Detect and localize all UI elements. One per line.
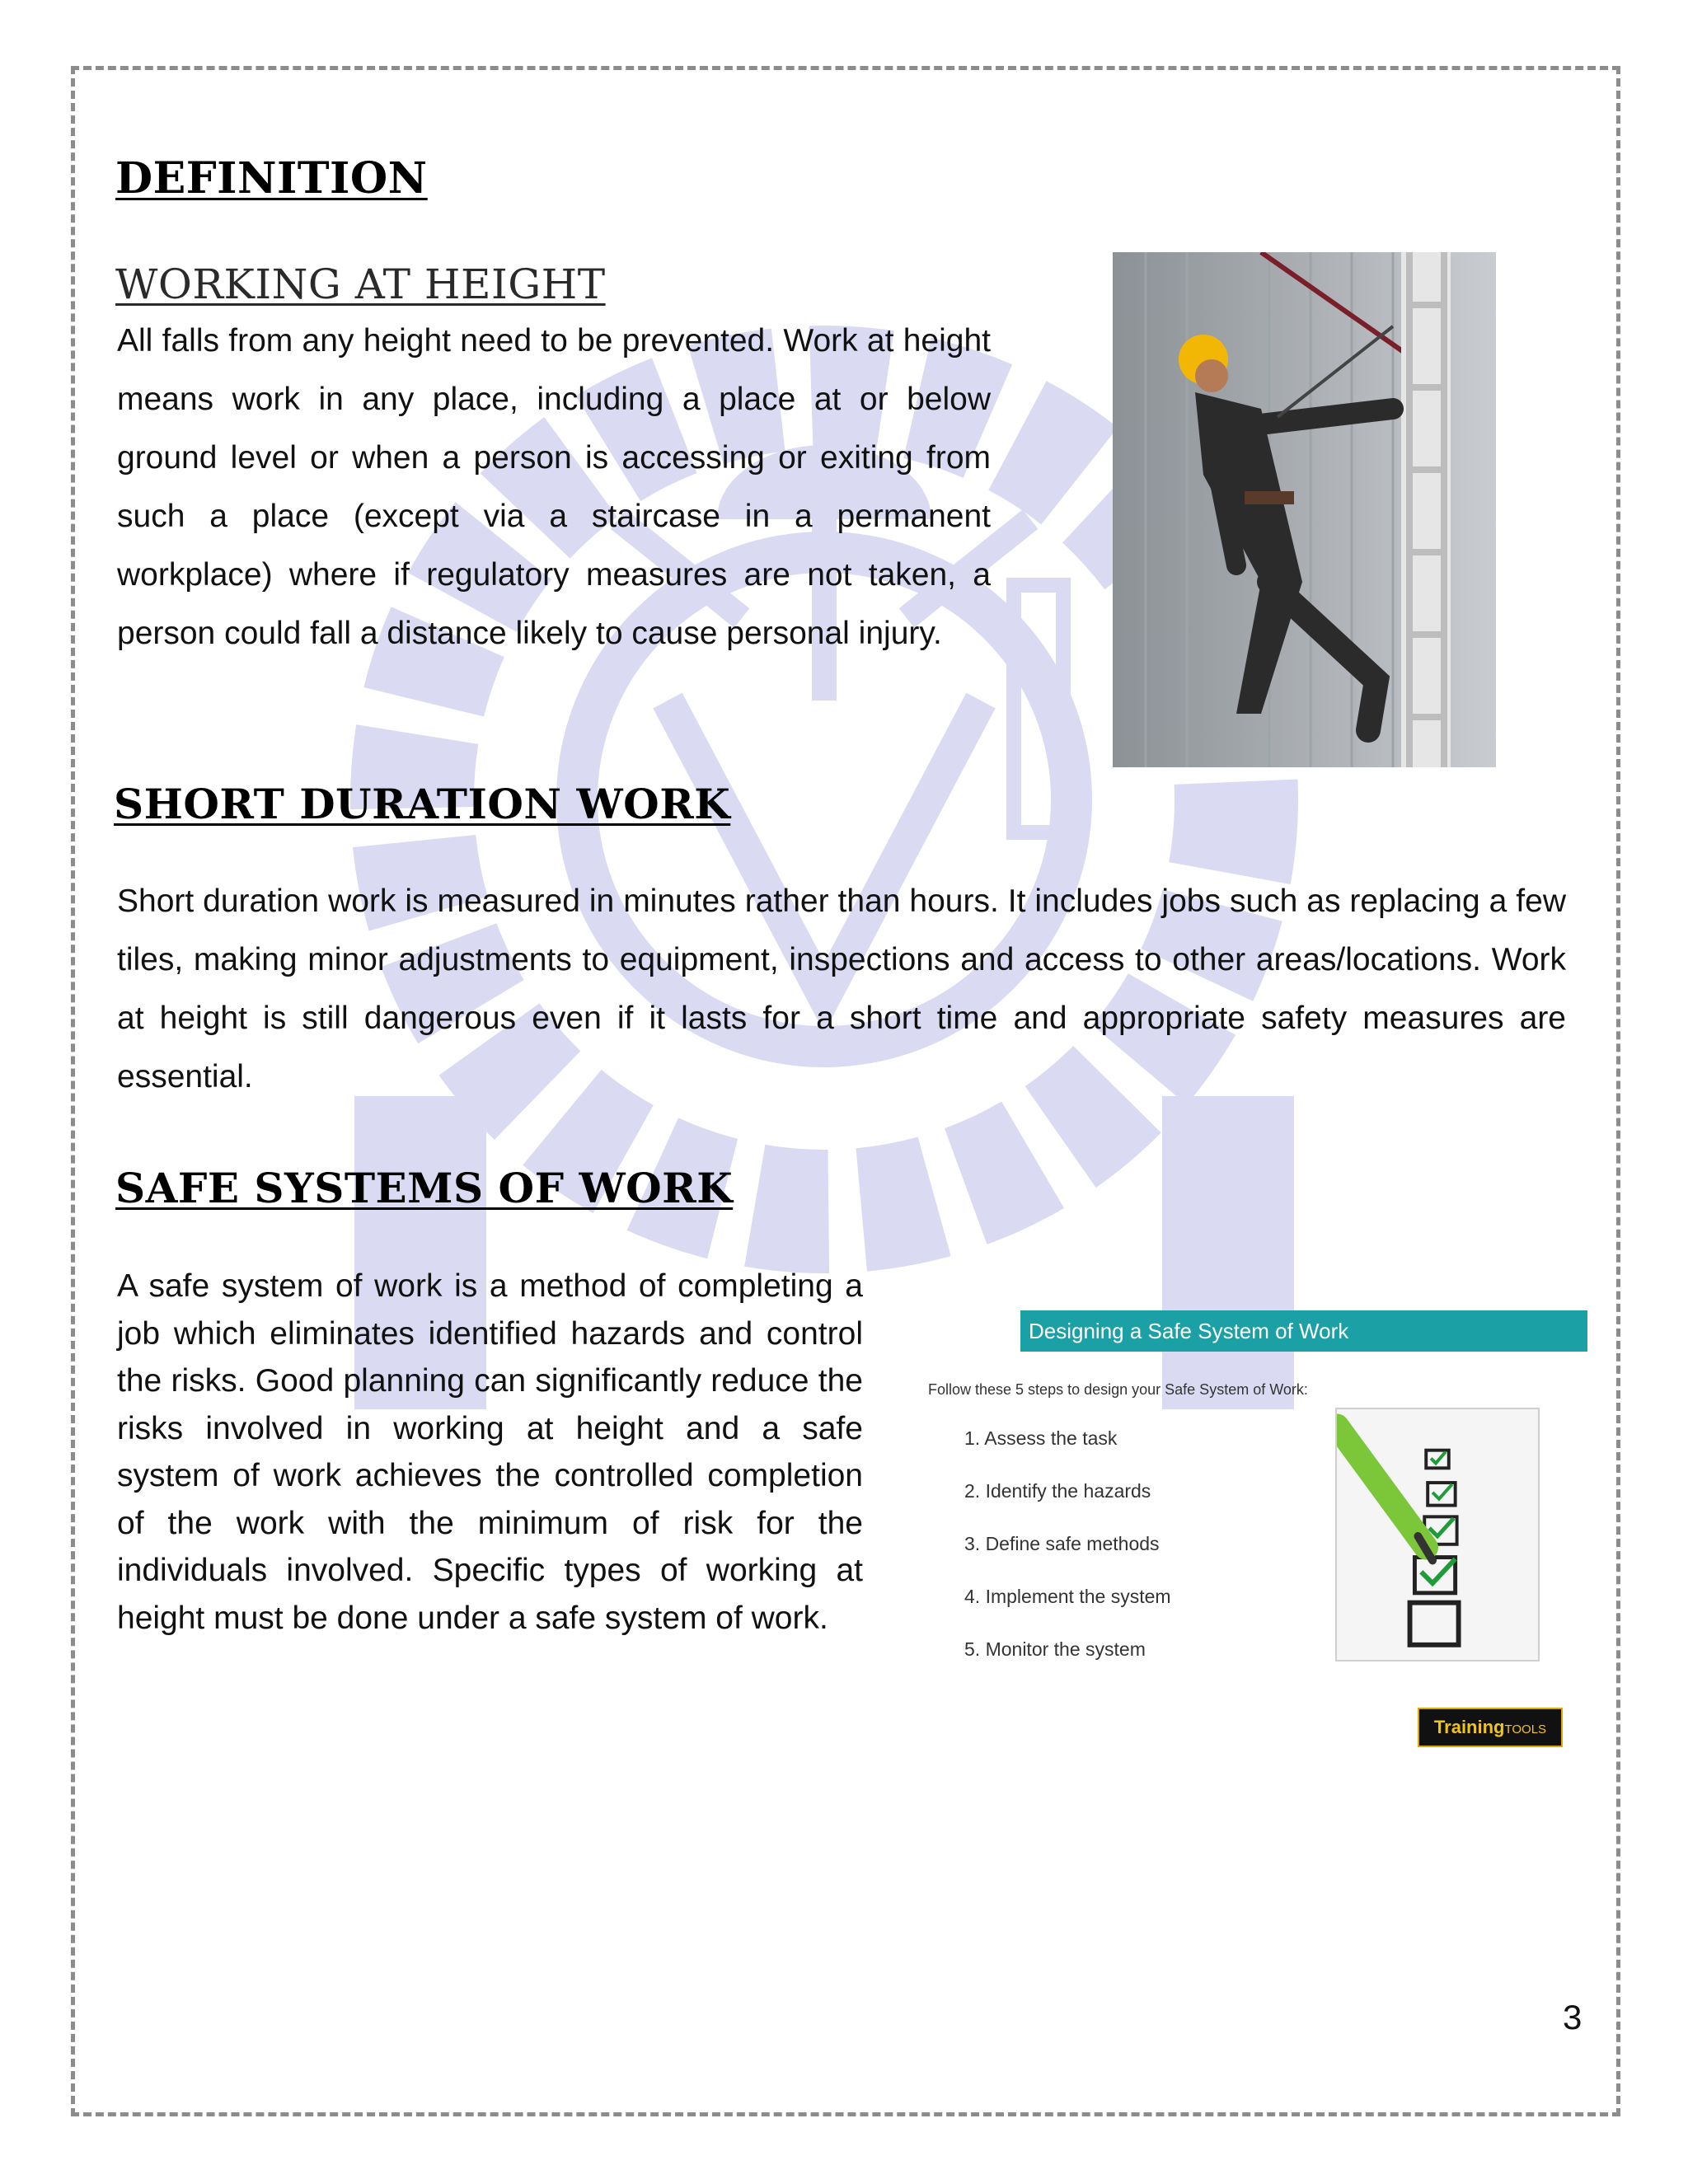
- short-duration-work-heading: SHORT DURATION WORK: [114, 780, 731, 828]
- short-duration-work-paragraph: Short duration work is measured in minutes rather than hours. It includes jobs such as replacing a few tiles, making minor adjustments to equipment, inspections and access to other areas/locations. Work at height is still dangerous even if it lasts for a short time and appropriate safety measures are essential.: [117, 883, 1566, 1094]
- checklist-icon: [1335, 1408, 1540, 1661]
- safe-systems-heading: SAFE SYSTEMS OF WORK: [115, 1164, 734, 1212]
- figure-step: 3. Define safe methods: [964, 1533, 1160, 1554]
- figure-step: 4. Implement the system: [964, 1586, 1171, 1607]
- figure-intro: Follow these 5 steps to design your Safe System of Work:: [928, 1381, 1308, 1398]
- page-number: 3: [1563, 1998, 1582, 2036]
- figure-step: 2. Identify the hazards: [964, 1480, 1151, 1502]
- safe-system-figure: [923, 1310, 1591, 1755]
- figure-steps-list: [964, 1426, 1171, 1690]
- climber-photo: [1113, 252, 1496, 767]
- working-at-height-heading: WORKING AT HEIGHT: [115, 260, 606, 308]
- figure-banner: Designing a Safe System of Work: [1020, 1310, 1587, 1352]
- safe-systems-paragraph: A safe system of work is a method of completing a job which eliminates identified hazards and control the risks. Good planning can significantly reduce the risks involved in working at height and a safe system of work achieves the controlled completion of the work with the minimum of risk for the individuals involved. Specific types of working at height must be done under a safe system of work.: [117, 1268, 863, 1636]
- figure-step: 5. Monitor the system: [964, 1638, 1146, 1660]
- working-at-height-paragraph: All falls from any height need to be prevented. Work at height means work in any place, including a place at or below ground level or when a person is accessing or exiting from such a place (except via a staircase in a permanent workplace) where if regulatory measures are not taken, a person could fall a distance likely to cause personal injury.: [117, 323, 991, 651]
- training-tools-logo: TrainingTOOLS: [1418, 1708, 1563, 1747]
- definition-heading: DEFINITION: [115, 153, 428, 204]
- figure-step: 1. Assess the task: [964, 1427, 1118, 1449]
